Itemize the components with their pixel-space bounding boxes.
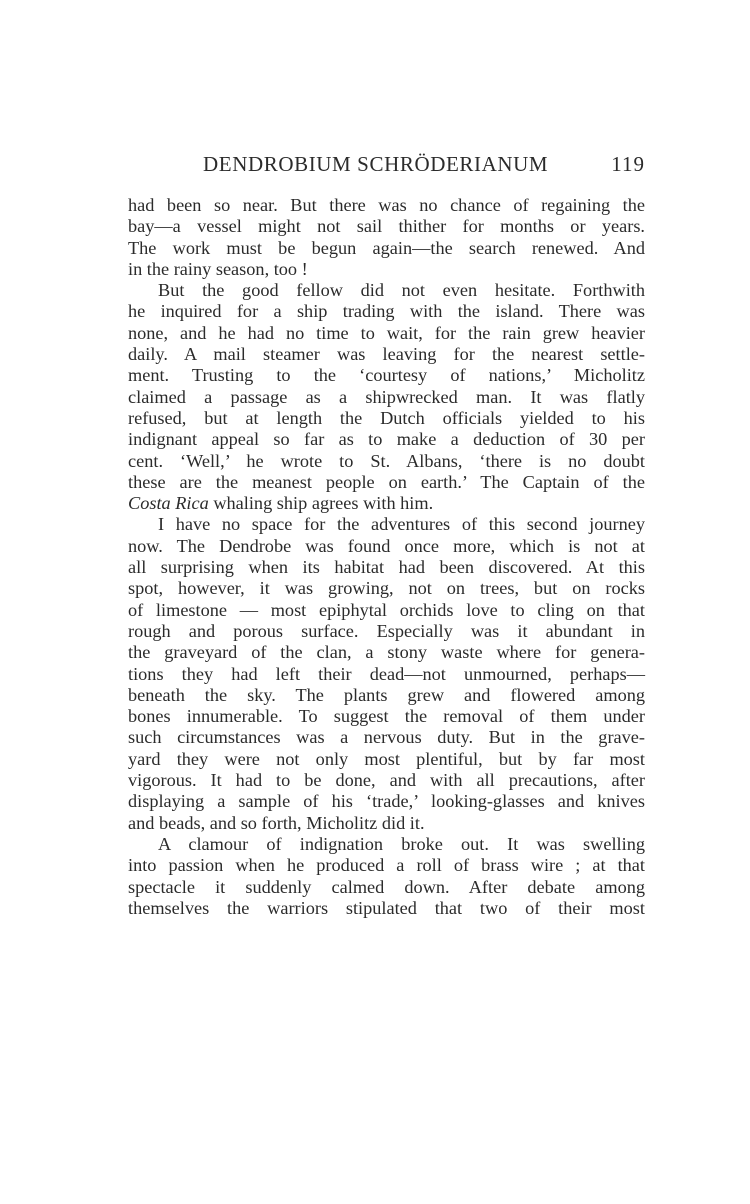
text-line xyxy=(128,536,645,557)
running-head xyxy=(128,152,645,182)
text-segment: spot, however, it was growing, not on trees, but on rocks xyxy=(128,578,645,599)
text-segment: spectacle it suddenly calmed down. After debate among xyxy=(128,876,645,897)
text-segment: the graveyard of the clan, a stony waste where for genera- xyxy=(128,642,645,663)
text-segment: I have no space for the adventures of this second journey xyxy=(158,514,645,535)
text-line xyxy=(128,472,645,493)
text-segment: refused, but at length the Dutch officials yielded to his xyxy=(128,407,645,428)
text-line xyxy=(128,600,645,621)
text-line xyxy=(128,365,645,386)
text-line xyxy=(128,855,645,876)
text-line xyxy=(128,280,645,301)
text-line xyxy=(128,877,645,898)
text-segment: displaying a sample of his ‘trade,’ looking-glasses and knives xyxy=(128,791,645,812)
page-number: 119 xyxy=(611,152,645,176)
text-segment: cent. ‘Well,’ he wrote to St. Albans, ‘there is no doubt xyxy=(128,450,645,471)
text-segment: bay—a vessel might not sail thither for months or years. xyxy=(128,216,645,237)
text-segment: these are the meanest people on earth.’ The Captain of the xyxy=(128,471,645,492)
italic-text-segment: Costa Rica xyxy=(128,493,209,514)
text-segment: claimed a passage as a shipwrecked man. It was flatly xyxy=(128,386,645,407)
text-segment: all surprising when its habitat had been discovered. At this xyxy=(128,557,645,578)
text-line xyxy=(128,664,645,685)
text-line xyxy=(128,706,645,727)
text-line xyxy=(128,301,645,322)
text-line xyxy=(128,557,645,578)
text-line xyxy=(128,834,645,855)
text-line xyxy=(128,344,645,365)
text-segment: bones innumerable. To suggest the removal of them under xyxy=(128,706,645,727)
text-line xyxy=(128,387,645,408)
text-segment: had been so near. But there was no chance of regaining the xyxy=(128,195,645,215)
text-line xyxy=(128,770,645,791)
text-line xyxy=(128,493,645,514)
text-segment: now. The Dendrobe was found once more, which is not at xyxy=(128,535,645,556)
text-line xyxy=(128,749,645,770)
text-line xyxy=(128,195,645,216)
text-segment: vigorous. It had to be done, and with all precautions, after xyxy=(128,770,645,791)
text-segment: beneath the sky. The plants grew and flowered among xyxy=(128,684,645,705)
text-line xyxy=(128,621,645,642)
text-segment: none, and he had no time to wait, for the rain grew heavier xyxy=(128,322,645,343)
text-line xyxy=(128,791,645,812)
text-line xyxy=(128,429,645,450)
text-segment: he inquired for a ship trading with the island. There was xyxy=(128,301,645,322)
text-segment: such circumstances was a nervous duty. But in the grave- xyxy=(128,727,645,748)
text-segment: rough and porous surface. Especially was it abundant in xyxy=(128,620,645,641)
text-segment: tions they had left their dead—not unmourned, perhaps— xyxy=(128,663,645,684)
body-text xyxy=(128,195,645,919)
running-title: DENDROBIUM SCHRÖDERIANUM xyxy=(203,152,549,176)
text-line xyxy=(128,727,645,748)
text-segment: indignant appeal so far as to make a deduction of 30 per xyxy=(128,429,645,450)
text-line xyxy=(128,578,645,599)
text-segment: and beads, and so forth, Micholitz did it. xyxy=(128,812,425,833)
text-line xyxy=(128,259,645,280)
text-segment: A clamour of indignation broke out. It was swelling xyxy=(158,833,645,854)
text-line xyxy=(128,685,645,706)
text-segment: ment. Trusting to the ‘courtesy of nations,’ Micholitz xyxy=(128,365,645,386)
text-line xyxy=(128,514,645,535)
text-line xyxy=(128,408,645,429)
text-line xyxy=(128,238,645,259)
text-segment: of limestone — most epiphytal orchids love to cling on that xyxy=(128,599,645,620)
text-segment: But the good fellow did not even hesitate. Forthwith xyxy=(158,280,645,301)
text-line xyxy=(128,451,645,472)
text-line xyxy=(128,323,645,344)
text-segment: into passion when he produced a roll of brass wire ; at that xyxy=(128,855,645,876)
text-segment: daily. A mail steamer was leaving for the nearest settle- xyxy=(128,344,645,365)
text-segment: themselves the warriors stipulated that two of their most xyxy=(128,897,645,918)
text-segment: whaling ship agrees with him. xyxy=(208,493,434,514)
text-segment: The work must be begun again—the search renewed. And xyxy=(128,237,645,258)
text-segment: yard they were not only most plentiful, but by far most xyxy=(128,748,645,769)
text-line xyxy=(128,898,645,919)
text-line xyxy=(128,813,645,834)
text-line xyxy=(128,642,645,663)
text-segment: in the rainy season, too ! xyxy=(128,258,308,279)
text-line xyxy=(128,216,645,237)
